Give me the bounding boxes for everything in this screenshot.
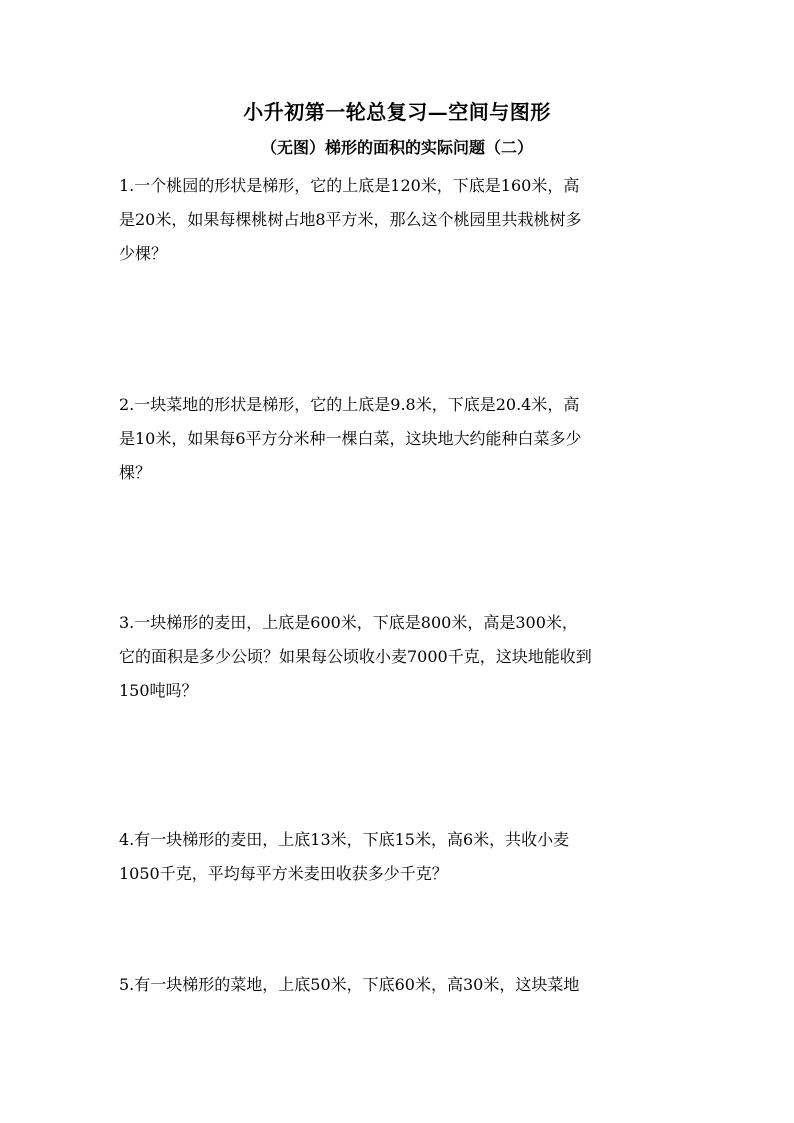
problem-2-line-1: 2.一块菜地的形状是梯形，它的上底是9.8米，下底是20.4米，高 (119, 395, 580, 414)
problem-1-line-2: 是20米，如果每棵桃树占地8平方米，那么这个桃园里共栽桃树多 (119, 210, 582, 229)
problem-3 (119, 611, 679, 713)
problem-4-line-1: 4.有一块梯形的麦田，上底13米，下底15米，高6米，共收小麦 (119, 830, 570, 849)
problem-5 (119, 973, 679, 1007)
document-title: 小升初第一轮总复习—空间与图形 (243, 100, 551, 124)
problem-3-line-1: 3.一块梯形的麦田，上底是600米，下底是800米，高是300米， (119, 613, 578, 632)
problem-4 (119, 828, 679, 896)
problem-2 (119, 393, 679, 495)
problem-3-line-3: 150吨吗？ (119, 681, 198, 700)
problem-2-line-3: 棵？ (119, 463, 152, 482)
problem-2-line-2: 是10米，如果每6平方分米种一棵白菜，这块地大约能种白菜多少 (119, 429, 582, 448)
document-subtitle: （无图）梯形的面积的实际问题（二） (260, 138, 533, 157)
problem-3-line-2: 它的面积是多少公顷？如果每公顷收小麦7000千克，这块地能收到 (119, 647, 592, 666)
problem-1 (119, 174, 679, 276)
problem-4-line-2: 1050千克，平均每平方米麦田收获多少千克？ (119, 864, 448, 883)
problem-5-line-1: 5.有一块梯形的菜地，上底50米，下底60米，高30米，这块菜地 (119, 975, 580, 994)
problem-1-line-3: 少棵？ (119, 244, 168, 263)
problem-1-line-1: 1.一个桃园的形状是梯形，它的上底是120米，下底是160米，高 (119, 176, 580, 195)
